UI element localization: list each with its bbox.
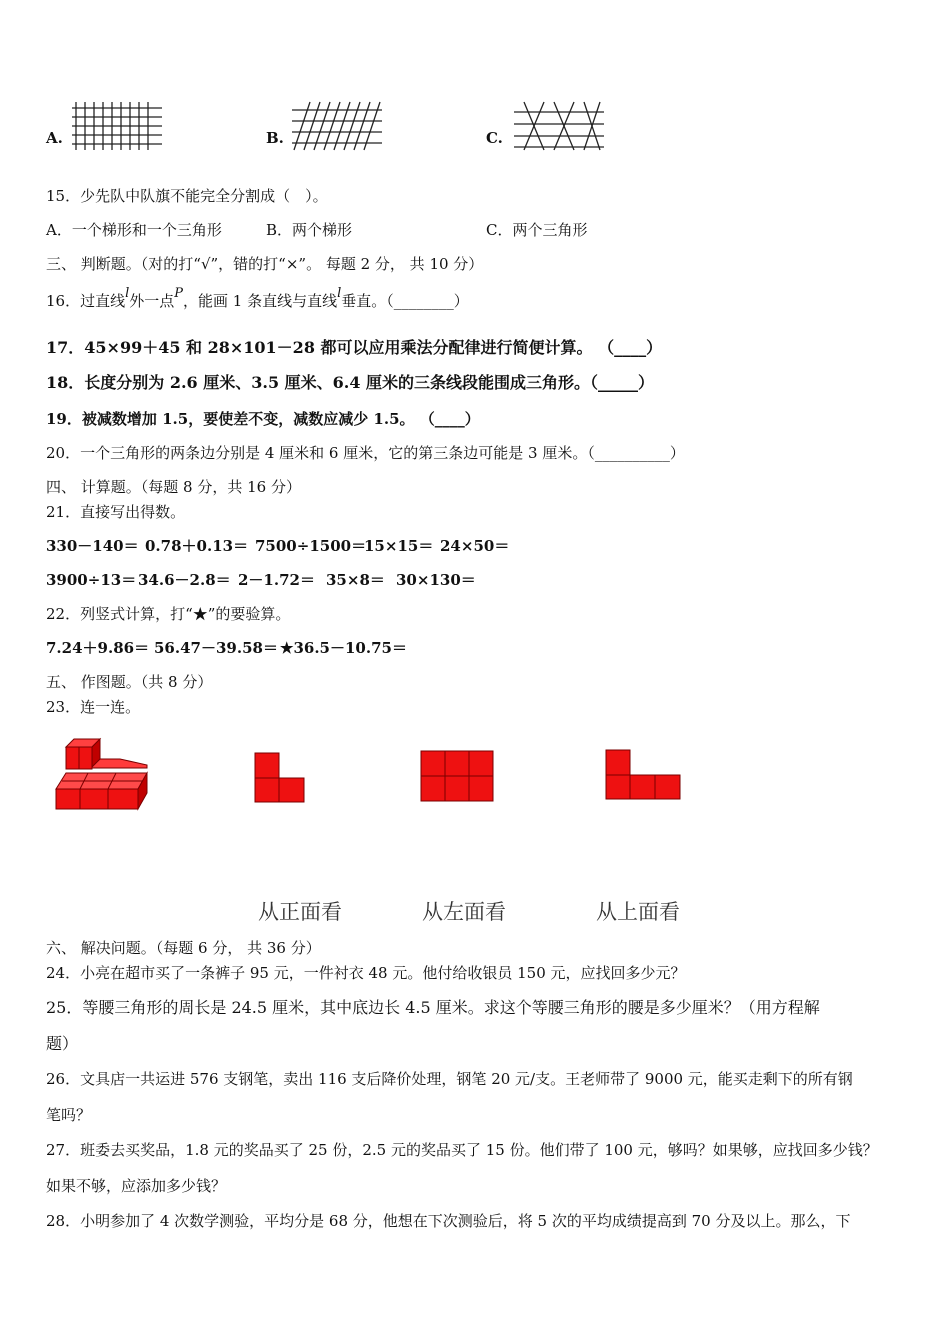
q24: 24．小亮在超市买了一条裤子 95 元，一件衬衣 48 元。他付给收银员 150 元，应找回多少元？ — [46, 964, 686, 982]
q28-line-1: 28．小明参加了 4 次数学测验，平均分是 68 分，他想在下次测验后，将 5 次的平均成绩提高到 70 分及以上。那么，下 — [46, 1212, 851, 1230]
q15-stem: 15．少先队中队旗不能完全分割成（ ）。 — [46, 187, 328, 205]
q19: 19．被减数增加 1.5，要使差不变，减数应减少 1.5。 （____） — [46, 410, 480, 428]
q16-part3: ，能画 1 条直线与直线 — [183, 292, 338, 310]
q22-item-2: 56.47－39.58＝ — [154, 639, 278, 657]
section-4-title: 四、 计算题。（每题 8 分，共 16 分） — [46, 478, 301, 496]
figure-b-grid — [292, 100, 384, 152]
q21-r2-c2: 34.6－2.8＝ — [138, 571, 231, 589]
q21-r2-c3: 2－1.72＝ — [238, 571, 315, 589]
q22-item-3: ★36.5－10.75＝ — [280, 639, 407, 657]
q16-part2: 外一点 — [129, 292, 175, 310]
q21-r1-c5: 24×50＝ — [440, 537, 510, 555]
q21-r1-c2: 0.78＋0.13＝ — [145, 537, 249, 555]
q16-line-l2: l — [337, 286, 342, 301]
q27-line-1: 27．班委去买奖品，1.8 元的奖品买了 25 份，2.5 元的奖品买了 15 份。他们带了 100 元，够吗？如果够，应找回多少钱？ — [46, 1141, 878, 1159]
q22-item-1: 7.24＋9.86＝ — [46, 639, 150, 657]
q17: 17．45×99＋45 和 28×101－28 都可以应用乘法分配律进行简便计算。 （____） — [46, 338, 663, 357]
q21-r1-c1: 330－140＝ — [46, 537, 139, 555]
q16-part4: 垂直。（________） — [341, 292, 469, 310]
view-shape-l-wide — [605, 749, 681, 801]
figure-a-grid — [72, 100, 164, 152]
q22-stem: 22．列竖式计算，打“★”的要验算。 — [46, 605, 291, 623]
section-3-title: 三、 判断题。（对的打“√”，错的打“×”。 每题 2 分， 共 10 分） — [46, 255, 484, 273]
option-c-label: C. — [486, 129, 503, 147]
q21-stem: 21．直接写出得数。 — [46, 503, 186, 521]
q21-r2-c4: 35×8＝ — [326, 571, 385, 589]
q16-point-p: P — [174, 286, 184, 301]
q26-line-2: 笔吗？ — [46, 1106, 92, 1124]
section-5-title: 五、 作图题。（共 8 分） — [46, 673, 213, 691]
q21-r2-c5: 30×130＝ — [396, 571, 476, 589]
option-b-label: B. — [266, 129, 284, 147]
q21-r2-c1: 3900÷13＝ — [46, 571, 137, 589]
q15-option-c: C．两个三角形 — [486, 221, 588, 239]
section-6-title: 六、 解决问题。（每题 6 分， 共 36 分） — [46, 939, 321, 957]
view-shape-rectangle — [420, 750, 494, 802]
view-label-front: 从正面看 — [258, 900, 342, 924]
q21-r1-c4: 15×15＝ — [364, 537, 434, 555]
q16 — [46, 286, 469, 313]
q15-option-a: A．一个梯形和一个三角形 — [46, 221, 222, 239]
q16-part1: 16．过直线 — [46, 292, 126, 310]
figure-c-grid — [514, 100, 606, 152]
view-label-top: 从上面看 — [596, 900, 680, 924]
q23-stem: 23．连一连。 — [46, 698, 141, 716]
q15-option-b: B．两个梯形 — [266, 221, 353, 239]
cube-solid-3d — [52, 737, 152, 811]
q25-line-1: 25．等腰三角形的周长是 24.5 厘米，其中底边长 4.5 厘米。求这个等腰三角形的腰是多少厘米？（用方程解 — [46, 998, 820, 1017]
q25-line-2: 题） — [46, 1034, 79, 1053]
q18: 18．长度分别为 2.6 厘米、3.5 厘米、6.4 厘米的三条线段能围成三角形。（_____） — [46, 373, 655, 392]
q20: 20．一个三角形的两条边分别是 4 厘米和 6 厘米，它的第三条边可能是 3 厘米。（__________） — [46, 444, 685, 462]
view-shape-l-small — [254, 752, 306, 804]
q26-line-1: 26．文具店一共运进 576 支钢笔，卖出 116 支后降价处理，钢笔 20 元/支。王老师带了 9000 元，能买走剩下的所有钢 — [46, 1070, 853, 1088]
q21-r1-c3: 7500÷1500＝ — [255, 537, 367, 555]
q27-line-2: 如果不够，应添加多少钱？ — [46, 1177, 227, 1195]
option-a-label: A. — [46, 129, 63, 147]
view-label-left: 从左面看 — [422, 900, 506, 924]
q16-line-l: l — [125, 286, 130, 301]
